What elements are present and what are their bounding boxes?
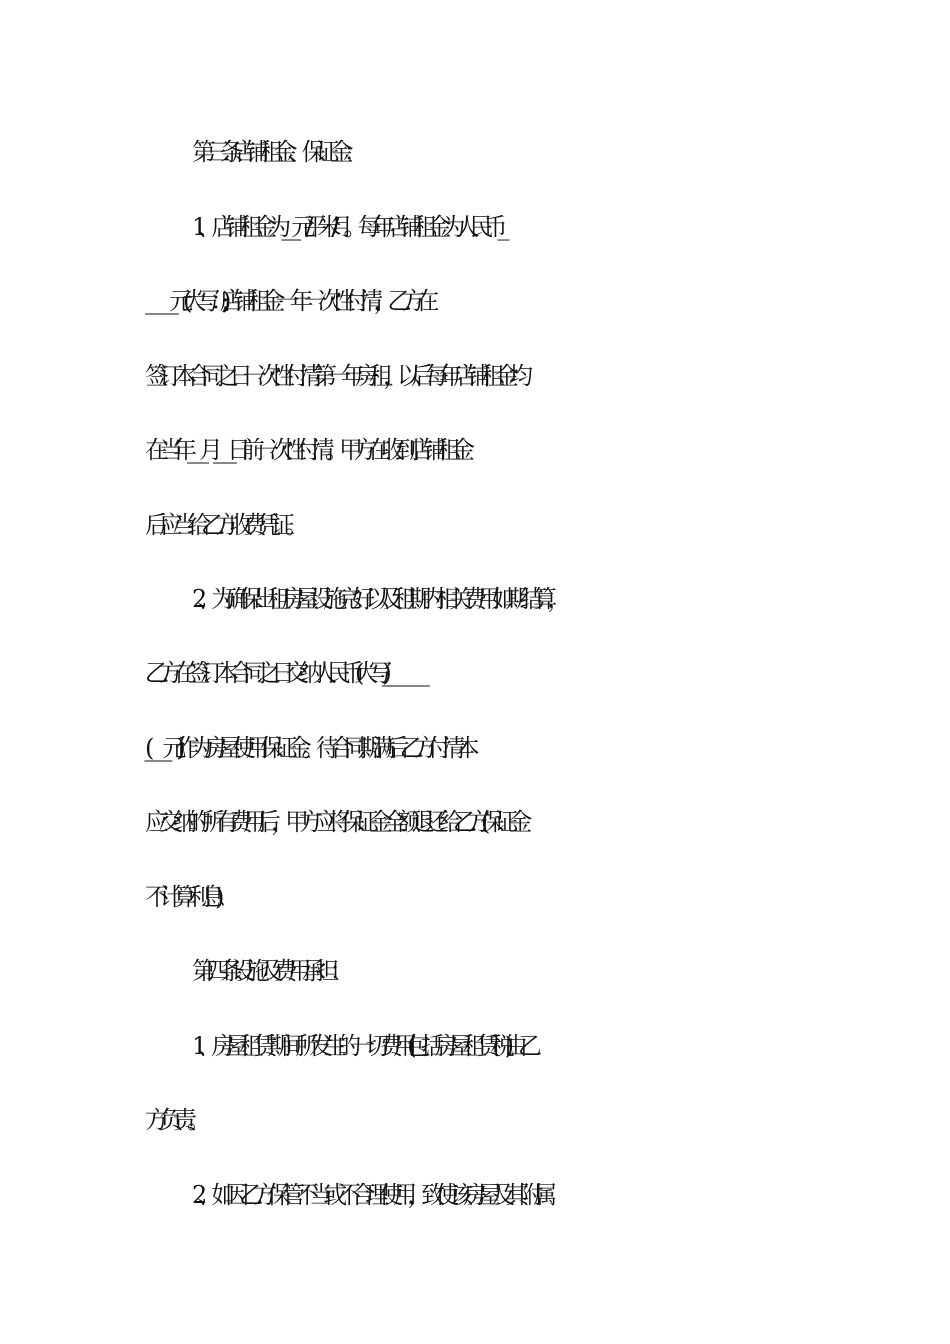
paragraph-line: 2、为确保出租房屋设施完好以及租期内相关费用如期结算，	[192, 585, 562, 613]
paragraph-line: 应交纳的所有费用后，甲方应将保证金全额退还给乙方(保证金	[145, 808, 523, 836]
paragraph-line: 签订本合同之日一次性付清第一年房租，以后每年店铺租金均	[145, 362, 523, 390]
article-4-heading: 第四条 设施及费用承担：	[192, 957, 344, 985]
paragraph-line: 2、如因乙方保管不当或不合理使用，致使该房屋及其附属	[192, 1181, 548, 1209]
paragraph-line: 方负责。	[145, 1106, 201, 1134]
paragraph-line: ____________元(大写： );店铺租金一年一次性付清，乙方在	[145, 287, 430, 315]
paragraph-line: 1、房屋租赁期间所发生的一切费用(包括房屋租赁税)由乙	[192, 1032, 532, 1060]
article-3-heading: 第三条 店铺租金、保证金：	[192, 138, 358, 166]
paragraph-line: 后应当给乙方收费凭证。	[145, 511, 299, 539]
paragraph-line: 不计算利息)	[145, 883, 215, 911]
paragraph-line: 乙方在签订本合同之日交纳人民币(大写)___________________	[145, 659, 420, 687]
paragraph-line: 1、店铺租金为_____元/平米/月。每年店铺租金为人民币_	[192, 213, 500, 241]
paragraph-line: 在当年______月_______日前一次性付清。甲方在收到店铺租金	[145, 436, 465, 464]
paragraph-line: (_________元)作为房屋使用保证金。待合同期满后乙方付清本	[145, 734, 470, 762]
